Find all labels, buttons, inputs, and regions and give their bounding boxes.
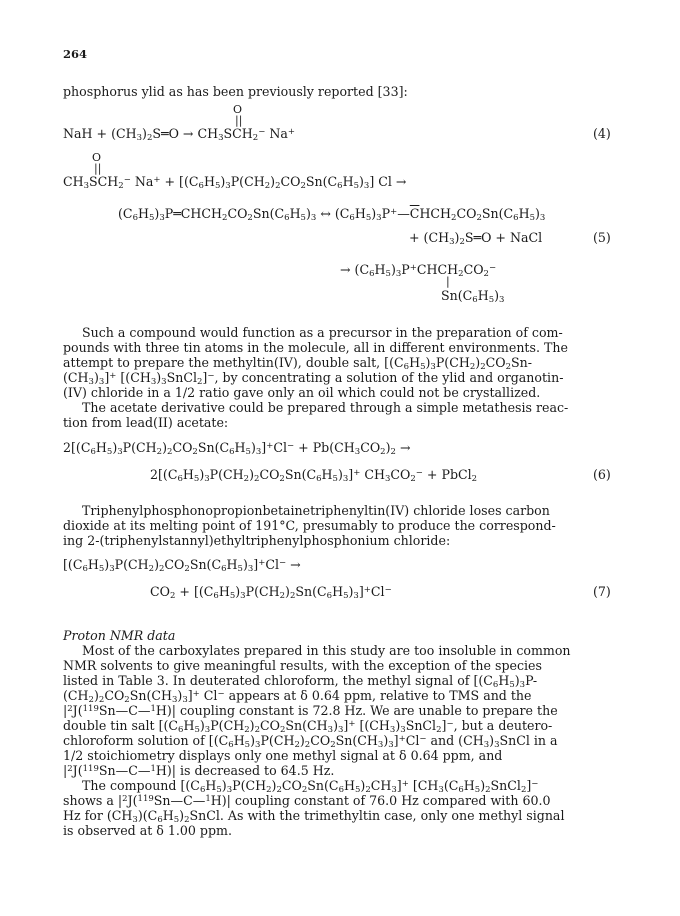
para4-line-7: chloroform solution of $[(C_6H_5)_3P(CH_2)_2CO_2Sn(CH_3)_3]^+Cl^-$ and $(CH_3)_3SnCl$ in a: [63, 733, 558, 750]
intro-line: phosphorus ylid as has been previously reported [33]:: [63, 84, 408, 99]
eq5-number: (5): [593, 230, 611, 245]
para2-line-1: The acetate derivative could be prepared through a simple metathesis reac-: [82, 400, 569, 415]
para4-line-5: $|^2J(^{119}Sn—C—^1H)|$ coupling constant is 72.8 Hz. We are unable to prepare the: [63, 703, 558, 718]
para4-line-6: double tin salt $[(C_6H_5)_3P(CH_2)_2CO_2Sn(CH_3)_3]^+$ $[(CH_3)_3SnCl_2]^-$, but a deutero-: [63, 718, 553, 735]
para4-line-4: $(CH_2)_2CO_2Sn(CH_3)_3]^+$ Cl− appears at δ 0.64 ppm, relative to TMS and the: [63, 688, 532, 705]
para1-line-2: pounds with three tin atoms in the molecule, all in different environments. The: [63, 340, 568, 355]
eq4-number: (4): [593, 126, 611, 141]
eq6-line-1: $2[(C_6H_5)_3P(CH_2)_2CO_2Sn(C_6H_5)_3]^+Cl^- + Pb(CH_3CO_2)_2$ →: [63, 440, 411, 457]
eq5-line-5: $Sn(C_6H_5)_3$: [441, 288, 505, 305]
eq7-line-1: $[(C_6H_5)_3P(CH_2)_2CO_2Sn(C_6H_5)_3]^+Cl^-$ →: [63, 557, 301, 574]
eq4-line: NaH + $(CH_3)_2S═O \to CH_3SCH_2^-$ Na+: [63, 126, 295, 143]
eq4-carbonyl-bond: ||: [235, 114, 243, 127]
para4-line-1: Most of the carboxylates prepared in this study are too insoluble in common: [82, 643, 571, 658]
para4-line-9: $|^2J(^{119}Sn—C—^1H)|$ is decreased to 64.5 Hz.: [63, 763, 335, 778]
eq7-line-2: $CO_2 + [(C_6H_5)_3P(CH_2)_2Sn(C_6H_5)_3]^+Cl^-$: [150, 584, 392, 601]
para5-line-1: The compound $[(C_6H_5)_3P(CH_2)_2CO_2Sn(C_6H_5)_2CH_3]^+$ $[CH_3(C_6H_5)_2SnCl_2]^-$: [82, 778, 539, 795]
eq5-line-1: $CH_3SCH_2^-$ $Na^+ + [(C_6H_5)_3P(CH_2)_2CO_2Sn(C_6H_5)_3] Cl$ →: [63, 174, 407, 191]
para3-line-1: Triphenylphosphonopropionbetainetriphenyltin(IV) chloride loses carbon: [82, 503, 550, 518]
para4-line-2: NMR solvents to give meaningful results, with the exception of the species: [63, 658, 542, 673]
para4-line-8: 1/2 stoichiometry displays only one methyl signal at δ 0.64 ppm, and: [63, 748, 503, 763]
eq6-number: (6): [593, 467, 611, 482]
eq5-line-4: → $(C_6H_5)_3P^+CHCH_2CO_2^-$: [340, 262, 497, 279]
eq4-carbonyl-o: O: [233, 103, 243, 116]
eq5-carbonyl-bond: ||: [94, 162, 102, 175]
eq6-line-2: $2[(C_6H_5)_3P(CH_2)_2CO_2Sn(C_6H_5)_3]^+$ $CH_3CO_2^-$ + PbCl$_2$: [150, 467, 478, 484]
section-heading: Proton NMR data: [63, 628, 176, 643]
page-number: 264: [63, 47, 88, 61]
para4-line-3: listed in Table 3. In deuterated chloroform, the methyl signal of [$(C_6H_5)_3P-$: [63, 673, 538, 690]
eq7-number: (7): [593, 584, 611, 599]
para1-line-3: attempt to prepare the methyltin(IV), double salt, [$(C_6H_5)_3P(CH_2)_2CO_2Sn-$: [63, 355, 532, 372]
para2-line-2: tion from lead(II) acetate:: [63, 415, 229, 430]
eq5-line-2: $(C_6H_5)_3P═CHCH_2CO_2Sn(C_6H_5)_3$ ↔ $(C_6H_5)_3P^+—\overline{C}HCH_2CO_2Sn(C_6H_5)_3$: [118, 206, 546, 223]
para3-line-3: ing 2-(triphenylstannyl)ethyltriphenylphosphonium chloride:: [63, 533, 451, 548]
para1-line-4: $(CH_3)_3]^+$ $[(CH_3)_3SnCl_2]^-$, by concentrating a solution of the ylid and organotin-: [63, 370, 564, 387]
para1-line-1: Such a compound would function as a precursor in the preparation of com-: [82, 325, 563, 340]
eq5-line-3: + $(CH_3)_2S═O$ + NaCl: [409, 230, 543, 247]
para5-line-2: shows a $|^2J(^{119}Sn—C—^1H)|$ coupling constant of 76.0 Hz compared with 60.0: [63, 793, 551, 808]
para5-line-3: Hz for $(CH_3)(C_6H_5)_2SnCl$. As with the trimethyltin case, only one methyl signal: [63, 808, 565, 825]
eq5-branch-bond: |: [446, 275, 450, 288]
eq5-carbonyl-o: O: [92, 151, 102, 164]
para5-line-4: is observed at δ 1.00 ppm.: [63, 823, 232, 838]
para1-line-5: (IV) chloride in a 1/2 ratio gave only an oil which could not be crystallized.: [63, 385, 541, 400]
para3-line-2: dioxide at its melting point of 191°C, presumably to produce the correspond-: [63, 518, 556, 533]
